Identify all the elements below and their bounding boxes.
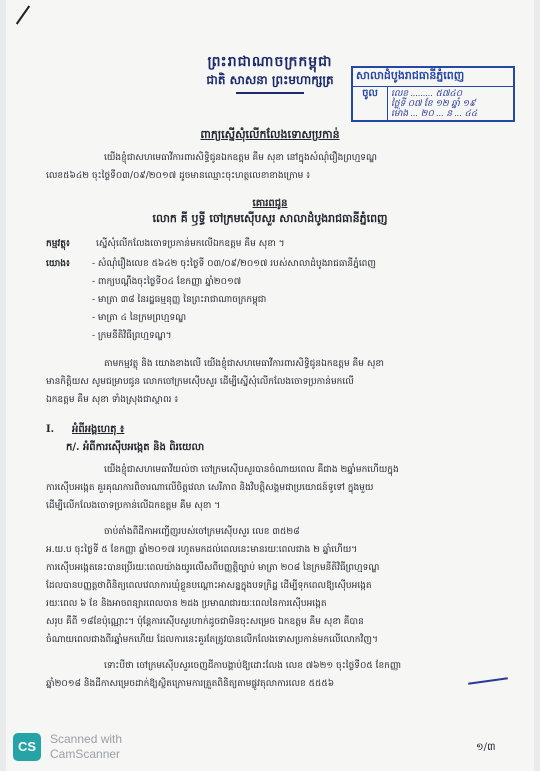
paragraph-3-line: ចាប់តាំងពីដីកាអញ្ជើញរបស់ចៅក្រមស៊ើបសួរ លេខ ៣៥២៨ [104,527,300,537]
page-number: ១/៣ [476,742,496,753]
intro-line-2: លេខ៥៦៤២ ចុះថ្ងៃទី០៣/០៩/២០១៧ ដូចមានឈ្មោះចុះហត្ថលេខាខាងក្រោម ៖ [46,171,311,181]
camscanner-logo: CS [13,733,41,761]
paragraph-3-line: ដែលបានបញ្ញត្តថាពិនិត្យពេលវេលាការឃុំខ្លួនបណ្តោះអាសន្នក្នុងបទក្រិដ្ឋ ដើម្បីទុកពេលឱ្យស៊ើបអង្កេត [46,581,372,591]
court-received-stamp [351,66,515,122]
document-title: ពាក្យស្នើសុំលើកលែងទោសប្រកាន់ [200,128,340,141]
section-title: អំពីអង្គហេតុ ៖ [72,424,125,435]
stamp-court-name: សាលាដំបូងរាជធានីភ្នំពេញ [353,68,513,87]
addressee-name: លោក គី ឫទ្ធី ចៅក្រមស៊ើបសួរ សាលាដំបូងរាជធានីភ្នំពេញ [152,212,388,225]
stamp-label: ចូល [353,86,388,120]
reference-item: - មាត្រា ៣៨ នៃរដ្ឋធម្មនុញ្ញ នៃព្រះរាជាណាចក្រកម្ពុជា [92,295,267,305]
motto-heading: ជាតិ សាសនា ព្រះមហាក្សត្រ [206,73,334,87]
reference-item: - ពាក្យបណ្តឹងចុះថ្ងៃទី០៤ ខែកញ្ញា ឆ្នាំ២០១៧ [92,277,242,287]
watermark-line-2: CamScanner [50,747,121,761]
stamp-number: លេខ ......... ៥៧៤០ [391,88,463,98]
paragraph-3-line: អ.យ.ប ចុះថ្ងៃទី ៥ ខែកញ្ញា ឆ្នាំ២០១៧ រហូតមកដល់ពេលនេះមានរយៈពេលជាង ២ ឆ្នាំហើយ។ [46,545,358,555]
reference-item: - មាត្រា ៤ នៃក្រមព្រហ្មទណ្ឌ [92,313,187,323]
paragraph-3-line: ចំណាយពេលជាងពីរឆ្នាំមកហើយ ដែលការនេះគួរតែត្រូវបានលើកលែងទោសប្រកាន់មកលើលោកវិញ។ [46,635,378,645]
subsection-title: ក/. អំពីការស៊ើបអង្កេត និង ពិរយេលា [66,442,205,453]
paragraph-1-line: តាមកម្មវត្ថុ និង យោងខាងលើ យើងខ្ញុំជាសហមេធាវីការពារសិទ្ធិជូនឯកឧត្តម គឹម សុខា [104,359,384,369]
reference-label: យោង៖ [46,259,70,269]
intro-line-1: យើងខ្ញុំជាសហមេធាវីការពារសិទ្ធិជូនឯកឧត្តម គឹម សុខា នៅក្នុងសំណុំរឿងព្រហ្មទណ្ឌ [104,153,378,163]
paragraph-2-line: យើងខ្ញុំជាសហមេធាវីយល់ថា ចៅក្រមស៊ើបសួរបានចំណាយពេល គឺជាង ២ឆ្នាំមកហើយក្នុង [104,465,399,475]
stamp-date: ថ្ងៃទី ០៧ ខែ ១២ ឆ្នាំ ១៩ [391,98,476,108]
section-number: I. [46,424,55,435]
paragraph-1-line: មានកិត្តិយស សូមជម្រាបជូន លោកចៅក្រមស៊ើបសួរ ដើម្បីស្នើសុំលើកលែងចោទប្រកាន់មកលើ [46,377,354,387]
paragraph-3-line: រយៈពេល ៦ ខែ និងអាចពន្យារពេលបាន ២ដង ប្រមាណជារយៈពេលនៃការស៊ើបអង្កេត [46,599,327,609]
paragraph-4-line: ទោះបីថា ចៅក្រមស៊ើបសួរចេញដីកាបង្គាប់ឱ្យដោះលែង លេខ ៧៦២១ ចុះថ្ងៃទី០៥ ខែកញ្ញា [104,661,402,671]
paragraph-2-line: ដើម្បីលើកលែងចោទប្រកាន់លើឯកឧត្តម គឹម សុខា ។ [46,501,221,511]
paragraph-2-line: ការស៊ើបអង្កេត គួរគុណការពិចារណាលើចិត្តវេលា សេរីភាព និងវិបត្តិសង្គមជាប្រយោជន៍ទូទៅ ក្នុងមួយ [46,483,374,493]
paragraph-4-line: ឆ្នាំ២០១៨ និងដីកាសម្រេចដាក់ឱ្យស្ថិតក្រោមការត្រួតពិនិត្យតាមផ្លូវតុលាការលេខ ៥៥៥៦ [46,679,335,689]
paragraph-3-line: សរុប គឺពី ១៨ខែប៉ុណ្ណោះ។ ប៉ុន្តែការស៊ើបសួរហាក់ដូចជាមិនចុះសម្រេច ឯកឧត្តម គឹម សុខា គឺបាន [46,617,364,627]
subject-label: កម្មវត្ថុ៖ [46,239,70,249]
motto-underline [236,92,304,94]
paragraph-1-line: ឯកឧត្តម គឹម សុខា ទាំងស្រុងជាស្ថាពរ ៖ [46,395,179,405]
watermark-line-1: Scanned with [50,732,123,746]
subject-text: ស្នើសុំលើកលែងចោទប្រកាន់មកលើឯកឧត្តម គឹម សុខា ។ [96,239,285,249]
paragraph-3-line: ការស៊ើបអង្កេតនេះបានប្រើរយៈពេលយ៉ាងយូរលើសពីបញ្ញត្តិច្បាប់ មាត្រា ២០៨ នៃក្រមនីតិវិធីព្រហ្មទណ្ឌ [46,563,380,573]
stamp-time: ម៉ោង ... ២០ ... ន ... ៤៤ [391,108,478,118]
reference-item: - សំណុំរឿងលេខ ៥៦៤២ ចុះថ្ងៃទី ០៣/០៩/២០១៧ របស់សាលាដំបូងរាជធានីភ្នំពេញ [92,259,376,269]
addressee-label: គោរពជូន [252,198,288,209]
reference-item: - ក្រមនីតិវិធីព្រហ្មទណ្ឌ។ [92,331,172,341]
kingdom-heading: ព្រះរាជាណាចក្រកម្ពុជា [207,54,333,70]
camscanner-watermark [50,732,122,762]
